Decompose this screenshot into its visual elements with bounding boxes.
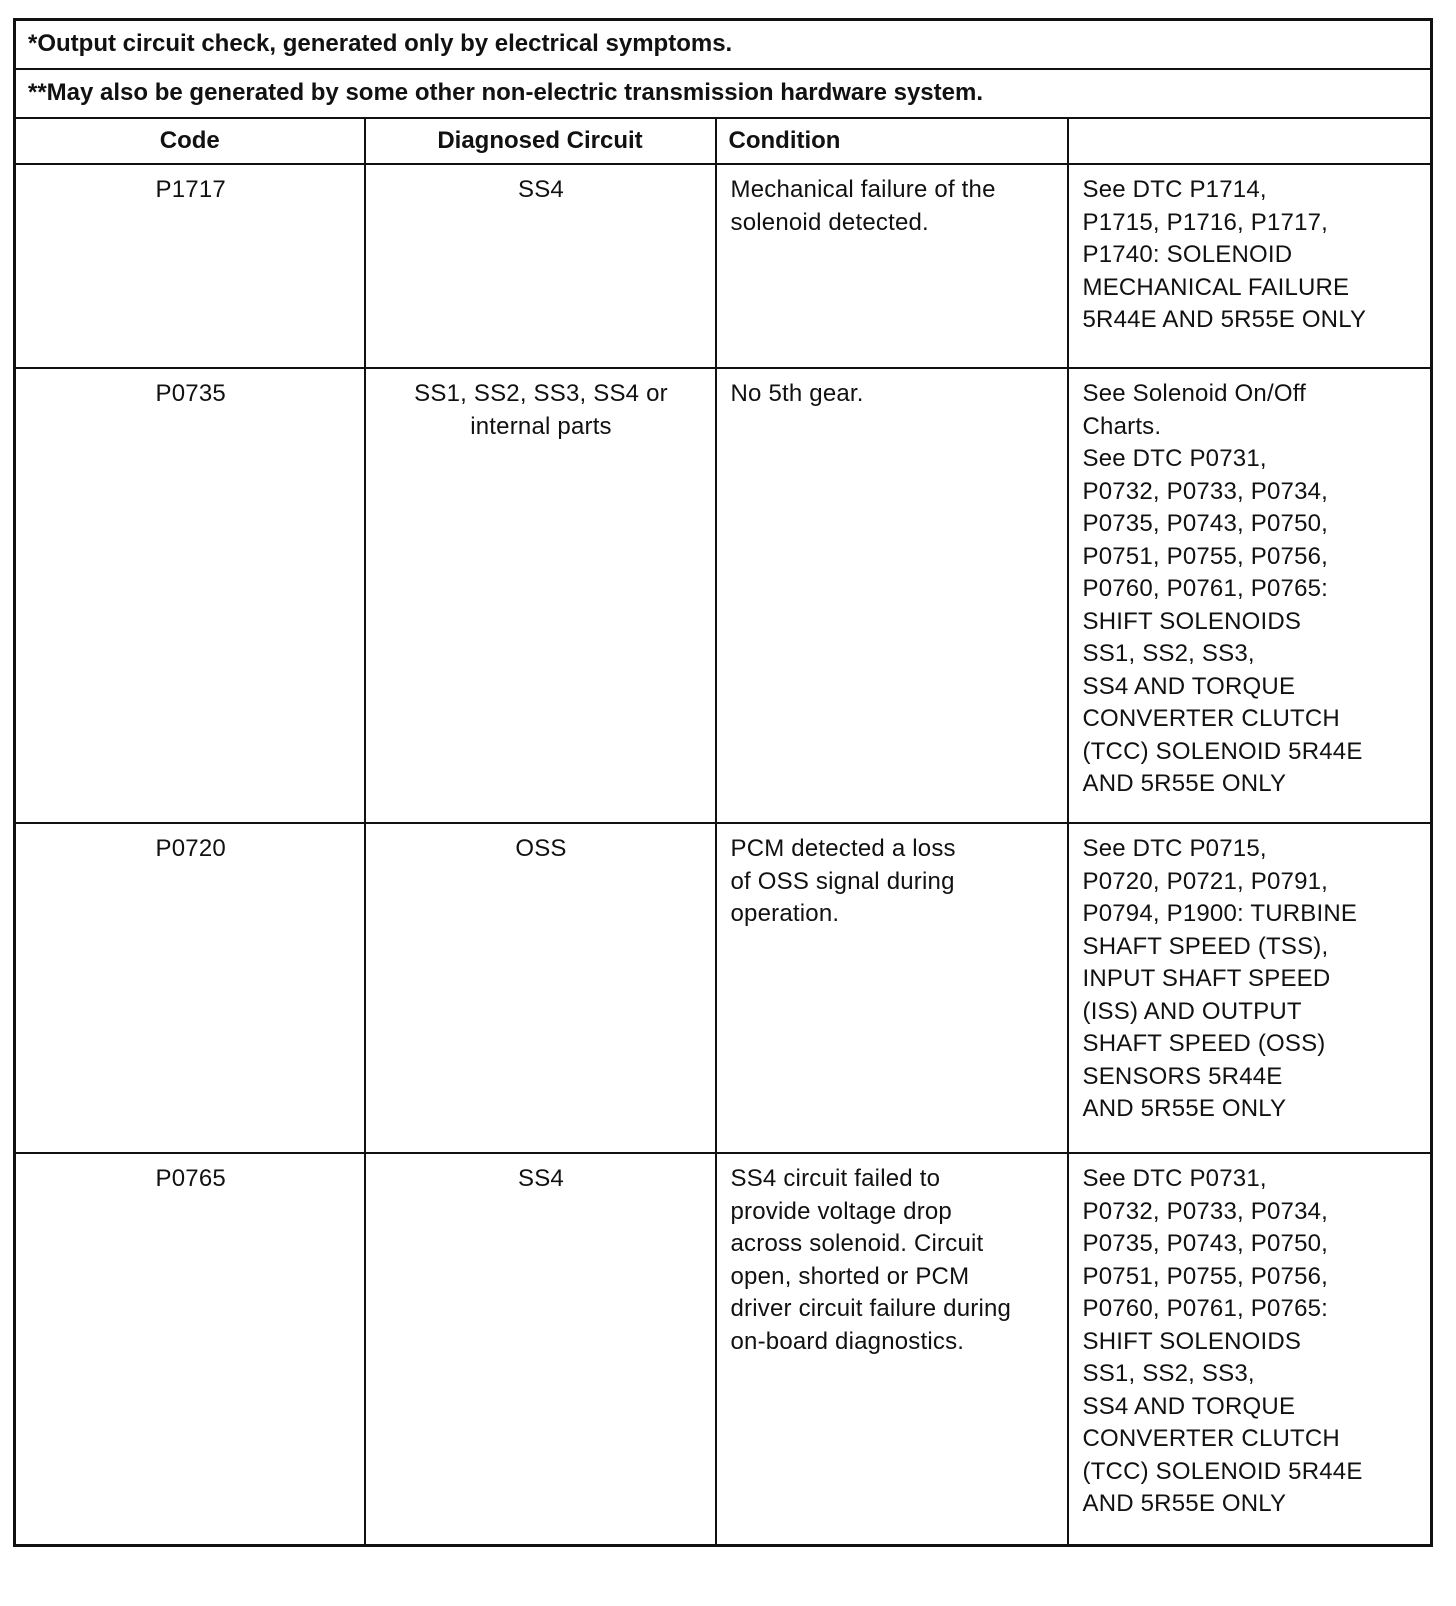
code-cell: P0720 (15, 823, 365, 1153)
action-cell-line: See DTC P0731, (1082, 1165, 1267, 1192)
action-cell-line: 5R44E AND 5R55E ONLY (1082, 306, 1367, 333)
action-cell-line: See Solenoid On/Off (1082, 380, 1307, 407)
code-cell: P0765 (15, 1153, 365, 1545)
note-row-1 (15, 20, 1432, 70)
action-cell-line: P0760, P0761, P0765: (1082, 575, 1329, 602)
condition-cell-line: PCM detected a loss (730, 835, 956, 862)
circuit-cell-line: OSS (515, 835, 567, 862)
circuit-cell (365, 368, 716, 823)
circuit-cell-line: internal parts (470, 412, 612, 440)
action-cell-line: (TCC) SOLENOID 5R44E (1082, 1457, 1363, 1485)
action-cell-line: Charts. (1082, 412, 1162, 440)
action-cell-line: P0735, P0743, P0750, (1082, 1230, 1329, 1257)
condition-cell-line: operation. (730, 900, 840, 927)
condition-cell-line: solenoid detected. (730, 208, 929, 236)
action-cell-line: P0751, P0755, P0756, (1082, 1262, 1329, 1290)
action-cell-line: SHAFT SPEED (OSS) (1082, 1030, 1326, 1057)
condition-cell-line: provide voltage drop (730, 1197, 952, 1225)
action-cell-line: P0735, P0743, P0750, (1082, 510, 1329, 537)
action-cell-line: P0732, P0733, P0734, (1082, 477, 1329, 505)
action-cell-line: P0732, P0733, P0734, (1082, 1197, 1329, 1225)
circuit-cell-line: SS4 (518, 176, 564, 203)
circuit-cell (365, 164, 716, 368)
header-condition: Condition (716, 118, 1068, 164)
action-cell-line: SS1, SS2, SS3, (1082, 640, 1255, 667)
condition-cell-line: on-board diagnostics. (730, 1327, 965, 1355)
action-cell-line: P0720, P0721, P0791, (1082, 867, 1329, 895)
condition-cell (716, 164, 1068, 368)
action-cell-line: INPUT SHAFT SPEED (1082, 965, 1331, 992)
table-row (15, 823, 1432, 1153)
code-cell: P0735 (15, 368, 365, 823)
table-row (15, 368, 1432, 823)
action-cell-line: (TCC) SOLENOID 5R44E (1082, 737, 1363, 765)
table-row (15, 164, 1432, 368)
note-row-2 (15, 69, 1432, 118)
action-cell-line: See DTC P1714, (1082, 176, 1267, 203)
condition-cell (716, 368, 1068, 823)
circuit-cell-line: SS1, SS2, SS3, SS4 or (414, 380, 668, 407)
header-row (15, 118, 1432, 164)
action-cell-line: P0751, P0755, P0756, (1082, 542, 1329, 570)
condition-cell-line: driver circuit failure during (730, 1295, 1012, 1322)
circuit-cell (365, 823, 716, 1153)
action-cell-line: CONVERTER CLUTCH (1082, 705, 1340, 732)
action-cell (1068, 164, 1432, 368)
action-cell-line: P1740: SOLENOID (1082, 241, 1293, 268)
action-cell-line: SHAFT SPEED (TSS), (1082, 932, 1329, 960)
table-body (15, 164, 1432, 1545)
condition-cell-line: across solenoid. Circuit (730, 1230, 984, 1257)
action-cell-line: SS1, SS2, SS3, (1082, 1360, 1255, 1387)
condition-cell-line: No 5th gear. (730, 380, 864, 407)
action-cell (1068, 368, 1432, 823)
condition-cell (716, 1153, 1068, 1545)
note-non-electric-hardware: **May also be generated by some other non-electric transmission hardware system. (15, 69, 1432, 118)
action-cell-line: See DTC P0731, (1082, 445, 1267, 472)
circuit-cell-line: SS4 (518, 1165, 564, 1192)
header-diagnosed-circuit: Diagnosed Circuit (365, 118, 716, 164)
action-cell-line: P1715, P1716, P1717, (1082, 208, 1329, 236)
action-cell-line: P0794, P1900: TURBINE (1082, 900, 1358, 927)
condition-cell-line: of OSS signal during (730, 867, 955, 895)
condition-cell-line: SS4 circuit failed to (730, 1165, 941, 1192)
action-cell-line: P0760, P0761, P0765: (1082, 1295, 1329, 1322)
action-cell-line: SHIFT SOLENOIDS (1082, 607, 1302, 635)
action-cell-line: (ISS) AND OUTPUT (1082, 997, 1302, 1025)
action-cell-line: CONVERTER CLUTCH (1082, 1425, 1340, 1452)
action-cell-line: SS4 AND TORQUE (1082, 1392, 1296, 1420)
circuit-cell (365, 1153, 716, 1545)
action-cell-line: SHIFT SOLENOIDS (1082, 1327, 1302, 1355)
action-cell-line: See DTC P0715, (1082, 835, 1267, 862)
note-output-circuit-check: *Output circuit check, generated only by electrical symptoms. (15, 20, 1432, 70)
table-row (15, 1153, 1432, 1545)
condition-cell-line: Mechanical failure of the (730, 176, 996, 203)
action-cell (1068, 1153, 1432, 1545)
header-action (1068, 118, 1432, 164)
action-cell (1068, 823, 1432, 1153)
action-cell-line: AND 5R55E ONLY (1082, 770, 1287, 797)
dtc-table (13, 18, 1433, 1547)
action-cell-line: AND 5R55E ONLY (1082, 1490, 1287, 1517)
condition-cell-line: open, shorted or PCM (730, 1262, 970, 1290)
action-cell-line: AND 5R55E ONLY (1082, 1095, 1287, 1122)
action-cell-line: SS4 AND TORQUE (1082, 672, 1296, 700)
code-cell: P1717 (15, 164, 365, 368)
action-cell-line: SENSORS 5R44E (1082, 1062, 1283, 1090)
action-cell-line: MECHANICAL FAILURE (1082, 273, 1350, 301)
condition-cell (716, 823, 1068, 1153)
header-code: Code (15, 118, 365, 164)
